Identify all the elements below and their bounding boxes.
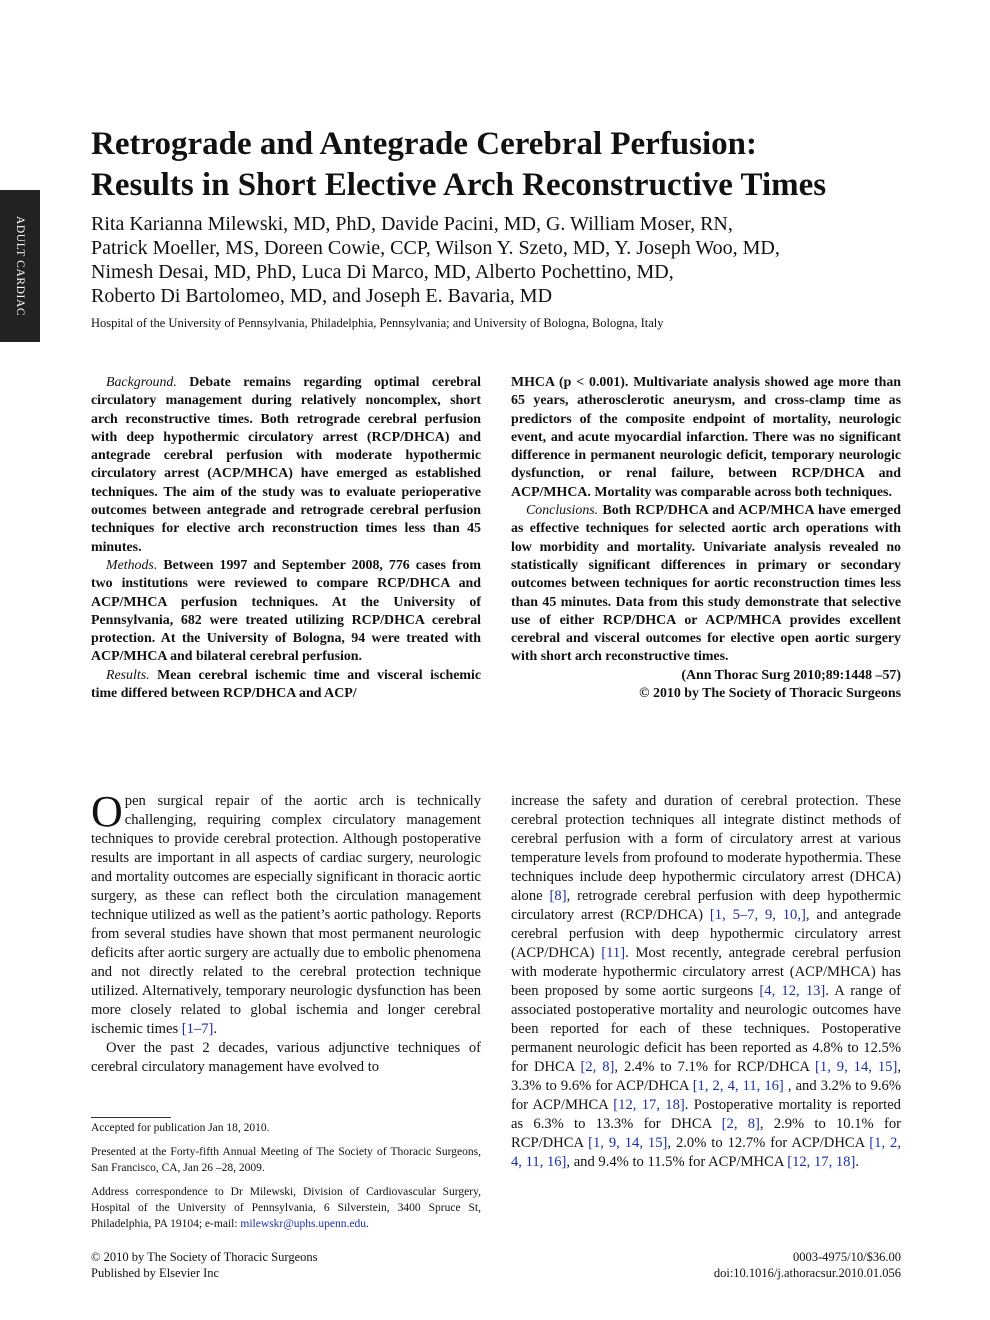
footer-left <box>91 1249 317 1281</box>
section-tab <box>0 190 40 342</box>
reference-link[interactable]: [1, 5–7, 9, 10,] <box>709 907 806 923</box>
email-link[interactable]: milewskr@uphs.upenn.edu <box>240 1218 366 1230</box>
abstract-left-column <box>91 374 481 703</box>
abstract-results <box>91 667 481 704</box>
footer-publisher: Published by Elsevier Inc <box>91 1266 220 1280</box>
background-text: Debate remains regarding optimal cerebral circulatory management during relatively noncomplex, short arch reconstructive times. Both retrograde cerebral perfusion with deep hypothermic circulatory arrest (RCP/DHCA) and antegrade cerebral perfusion with moderate hypothermic circulatory arrest (ACP/MHCA) have emerged as established techniques. The aim of the study was to evaluate perioperative outcomes between antegrade and retrograde cerebral perfusion techniques for elective arch reconstruction times less than 45 minutes. <box>91 375 481 555</box>
text-segment: . Most recently, antegrade cerebral perfusion with moderate hypothermic circulatory arrest (ACP/MHCA) has been proposed by some aortic surgeons <box>511 945 901 999</box>
title-line-2: Results in Short Elective Arch Reconstructive Times <box>91 167 827 203</box>
reference-link[interactable]: [2, 8] <box>580 1059 615 1075</box>
reference-link[interactable]: [4, 12, 13] <box>759 983 826 999</box>
reference-link[interactable]: [1–7] <box>181 1021 214 1037</box>
title-line-1: Retrograde and Antegrade Cerebral Perfusion: <box>91 126 758 162</box>
text-segment: , 2.9% to 10.1% for RCP/DHCA <box>511 1116 901 1151</box>
methods-text: Between 1997 and September 2008, 776 cases from two institutions were reviewed to compare RCP/DHCA and ACP/MHCA perfusion techniques. At the University of Pennsylvania, 682 were treated utilizing RCP/DHCA cerebral protection. At the University of Bologna, 94 were treated with ACP/MHCA and bilateral cerebral perfusion. <box>91 557 481 665</box>
text-segment: . A range of associated postoperative mortality and neurologic outcomes have been reported for each of these techniques. Postoperative permanent neurologic deficit has been reported as 4.8% to 12.5% for DHCA <box>511 983 901 1075</box>
section-tab-label: ADULT CARDIAC <box>14 215 26 317</box>
article-title <box>91 124 931 206</box>
footnotes <box>91 1120 481 1240</box>
footnote-divider <box>91 1117 171 1118</box>
text-segment: , retrograde cerebral perfusion with deep hypothermic circulatory arrest (RCP/DHCA) <box>511 888 901 923</box>
text-segment: , 3.3% to 9.6% for ACP/DHCA <box>511 1059 901 1094</box>
affiliation: Hospital of the University of Pennsylvania, Philadelphia, Pennsylvania; and University of Bologna, Bologna, Italy <box>91 316 664 330</box>
abstract-methods <box>91 557 481 667</box>
text-segment: . <box>855 1154 859 1170</box>
reference-link[interactable]: [8] <box>549 888 567 904</box>
footer-copyright: © 2010 by The Society of Thoracic Surgeons <box>91 1250 318 1264</box>
journal-citation: (Ann Thorac Surg 2010;89:1448 –57) <box>681 667 901 683</box>
author-line: Patrick Moeller, MS, Doreen Cowie, CCP, Wilson Y. Szeto, MD, Y. Joseph Woo, MD, <box>91 237 780 259</box>
methods-heading: Methods. <box>106 557 158 573</box>
author-list <box>91 212 921 308</box>
address-text: Address correspondence to Dr Milewski, Division of Cardiovascular Surgery, Hospital of the University of Pennsylvania, 6 Silverstein, 3400 Spruce St, Philadelphia, PA 19104; e-mail: <box>91 1186 481 1230</box>
text-segment: . Postoperative mortality is reported as 6.3% to 13.3% for DHCA <box>511 1097 901 1132</box>
results-text: Mean cerebral ischemic time and visceral ischemic time differed between RCP/DHCA and ACP/ <box>91 667 481 702</box>
reference-link[interactable]: [1, 9, 14, 15] <box>588 1135 668 1151</box>
abstract-copyright: © 2010 by The Society of Thoracic Surgeons <box>639 686 901 702</box>
intro-paragraph: Open surgical repair of the aortic arch is technically challenging, requiring complex circulatory management techniques to provide cerebral protection. Although postoperative results are important in all aspects of cardiac surgery, neurologic and mortality outcomes are especially significant in thoracic aortic surgery, as these can reflect both the circulation management technique utilized as well as the patient’s aortic pathology. Reports from several studies have shown that most permanent neurologic deficits after aortic surgery are actually due to embolic phenomena and not directly related to the cerebral protection technique utilized. Alternatively, temporary neurologic dysfunction has been more closely related to global ischemia and longer cerebral ischemic times [1–7]. <box>91 787 481 1037</box>
text-segment: , 2.4% to 7.1% for RCP/DHCA <box>614 1059 810 1075</box>
results-heading: Results. <box>106 667 150 683</box>
body-right-column <box>511 792 901 1172</box>
author-line: Rita Karianna Milewski, MD, PhD, Davide Pacini, MD, G. William Moser, RN, <box>91 213 733 235</box>
conclusions-text: Both RCP/DHCA and ACP/MHCA have emerged as effective techniques for selected aortic arch operations with low morbidity and mortality. Univariate analysis revealed no statistically significant differences in primary or secondary outcomes between techniques for aortic reconstruction times less than 45 minutes. Data from this study demonstrate that selective use of either RCP/DHCA or ACP/MHCA provides excellent cerebral and visceral outcomes for elective open aortic surgery with short arch reconstructive times. <box>511 503 901 665</box>
presented-note: Presented at the Forty-fifth Annual Meeting of The Society of Thoracic Surgeons, San Francisco, CA, Jan 26 –28, 2009. <box>91 1146 481 1174</box>
abstract-results-continued: MHCA (p < 0.001). Multivariate analysis showed age more than 65 years, atherosclerotic aneurysm, and cross-clamp time as predictors of the composite endpoint of mortality, neurologic event, and acute myocardial infarction. There was no significant difference in permanent neurologic deficit, temporary neurologic dysfunction, or renal failure, between RCP/DHCA and ACP/MHCA. Mortality was comparable across both techniques. <box>511 375 901 500</box>
text-segment: , and antegrade cerebral perfusion with deep hypothermic circulatory arrest (ACP/DHCA) <box>511 907 902 961</box>
background-heading: Background. <box>106 375 177 390</box>
reference-link[interactable]: [1, 2, 4, 11, 16] <box>511 1135 901 1170</box>
footer-right <box>714 1249 901 1281</box>
abstract-right-column <box>511 374 901 703</box>
correspondence-note <box>91 1184 481 1232</box>
body-paragraph: Over the past 2 decades, various adjunctive techniques of cerebral circulatory management have evolved to <box>91 1040 481 1075</box>
reference-link[interactable]: [2, 8] <box>721 1116 760 1132</box>
email-end: . <box>365 1218 369 1230</box>
reference-link[interactable]: [12, 17, 18] <box>613 1097 685 1113</box>
author-line: Roberto Di Bartolomeo, MD, and Joseph E. Bavaria, MD <box>91 285 553 307</box>
paragraph-text: pen surgical repair of the aortic arch is technically challenging, requiring complex circulatory management techniques to provide cerebral protection. Although postoperative results are important in all aspects of cardiac surgery, neurologic and mortality outcomes are especially significant in thoracic aortic surgery, as these can reflect both the circulation management technique utilized as well as the patient’s aortic pathology. Reports from several studies have shown that most permanent neurologic deficits after aortic surgery are actually due to embolic phenomena and not directly related to the cerebral protection technique utilized. Alternatively, temporary neurologic dysfunction has been more closely related to global ischemia and longer cerebral ischemic times <box>91 793 481 1037</box>
footer-doi: doi:10.1016/j.athoracsur.2010.01.056 <box>713 1266 901 1280</box>
author-line: Nimesh Desai, MD, PhD, Luca Di Marco, MD, Alberto Pochettino, MD, <box>91 261 674 283</box>
abstract-conclusions <box>511 502 901 667</box>
footer-issn: 0003-4975/10/$36.00 <box>793 1250 901 1264</box>
reference-link[interactable]: [1, 9, 14, 15] <box>815 1059 898 1075</box>
reference-link[interactable]: [12, 17, 18] <box>787 1154 856 1170</box>
body-left-column <box>91 787 481 1077</box>
reference-link[interactable]: [1, 2, 4, 11, 16] <box>692 1078 784 1094</box>
accepted-note: Accepted for publication Jan 18, 2010. <box>91 1122 270 1134</box>
text-segment: , and 3.2% to 9.6% for ACP/MHCA <box>511 1078 901 1113</box>
text-segment: , and 9.4% to 11.5% for ACP/MHCA <box>566 1154 784 1170</box>
body-paragraph-continued <box>511 792 901 1172</box>
abstract-background <box>91 374 481 557</box>
text-segment: increase the safety and duration of cerebral protection. These cerebral protection techniques all integrate distinct methods of cerebral perfusion with a form of circulatory arrest at various temperature levels from profound to moderate hypothermia. These techniques include deep hypothermic circulatory arrest (DHCA) alone <box>511 793 901 904</box>
drop-cap: O <box>91 787 123 836</box>
reference-link[interactable]: [11] <box>601 945 626 961</box>
conclusions-heading: Conclusions. <box>526 503 599 519</box>
text-segment: , 2.0% to 12.7% for ACP/DHCA <box>667 1135 865 1151</box>
